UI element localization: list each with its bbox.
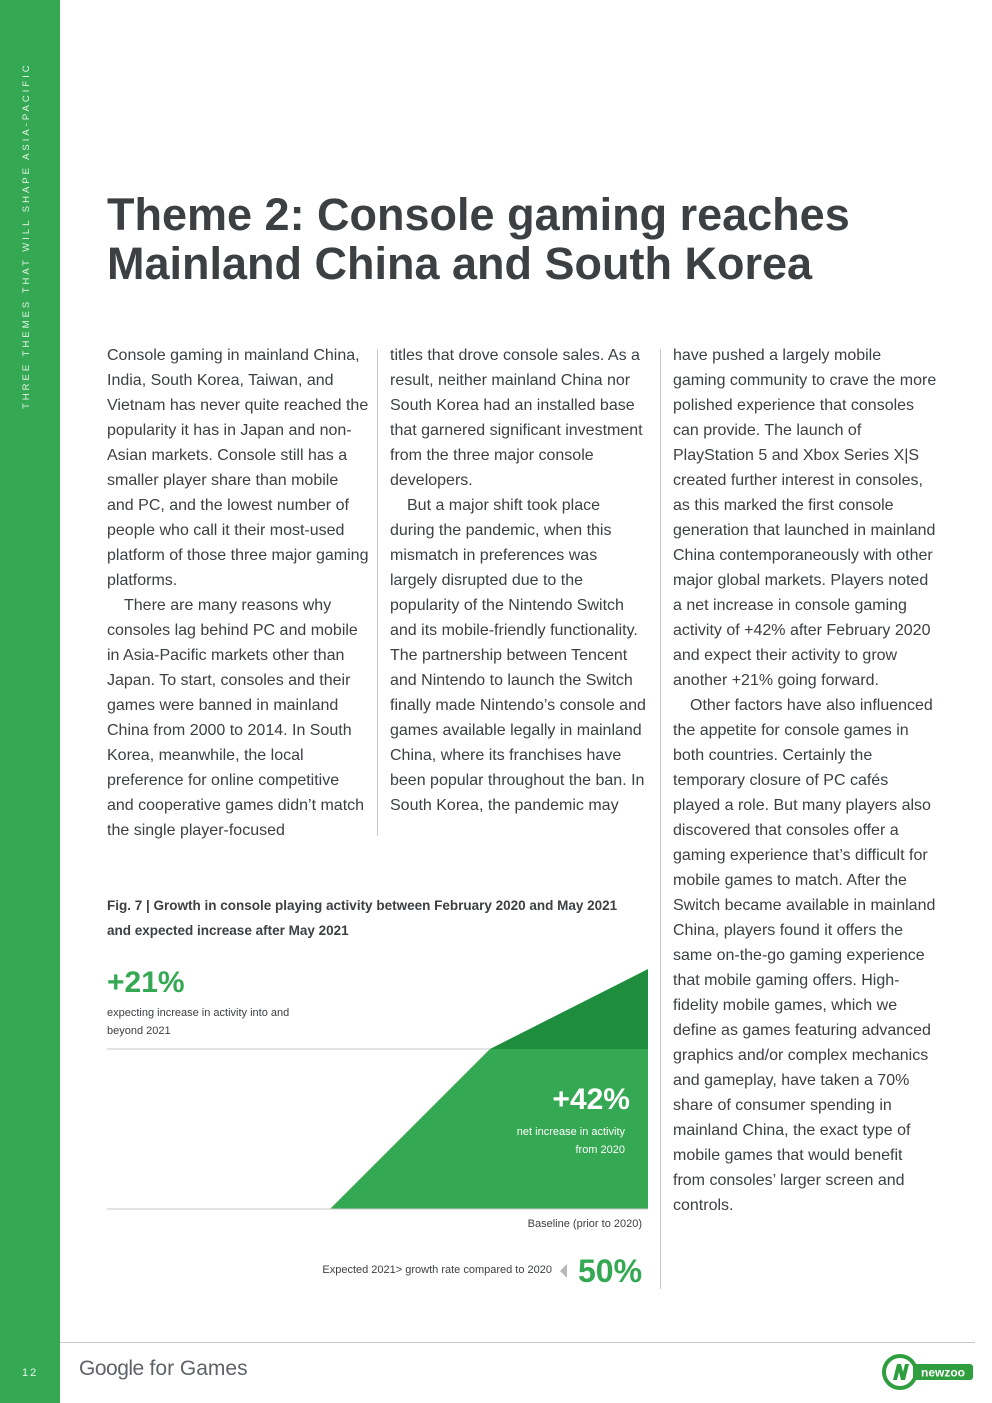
footer-divider — [60, 1342, 975, 1343]
triangle-left-icon — [560, 1264, 567, 1278]
newzoo-logo-icon — [880, 1352, 975, 1392]
label-21-value: +21% — [107, 966, 185, 999]
paragraph: But a major shift took place during the pandemic, when this mismatch in preferences was largely disrupted due to the popularity of the Nintendo Switch and its mobile-friendly functionality. The partnership between Tencent and Nintendo to launch the Switch finally made Nintendo’s console and games available legally in mainland China, where its franchises have been popular throughout the ban. In South Korea, the pandemic may — [390, 497, 646, 814]
page-title: Theme 2: Console gaming reaches Mainland China and South Korea — [107, 189, 850, 289]
label-42-value: +42% — [552, 1083, 630, 1116]
label-21-note: expecting increase in activity into and beyond 2021 — [107, 1007, 290, 1037]
paragraph: titles that drove console sales. As a result, neither mainland China nor South Korea had an installed base that garnered significant investment from the three major console developers. — [390, 347, 643, 489]
baseline-label: Baseline (prior to 2020) — [527, 1218, 642, 1230]
paragraph: Other factors have also influenced the appetite for console games in both countries. Certainly the temporary closure of PC cafés played a role. But many players also discovered that consoles offer a gaming experience that’s difficult for mobile games to match. After the Switch became available in mainland China, players found it offers the same on-the-go gaming experience that mobile gaming offers. High-fidelity mobile games, which we define as games featuring advanced graphics and/or complex mechanics and gameplay, have taken a 70% share of consumer spending in mainland China, the exact type of mobile games that would benefit from consoles’ larger screen and controls. — [673, 697, 936, 1214]
brand-google: Google — [79, 1357, 144, 1380]
page-number: 12 — [22, 1367, 39, 1379]
label-42-note: net increase in activity from 2020 — [516, 1126, 625, 1156]
expected-growth-label: Expected 2021> growth rate compared to 2020 — [322, 1264, 552, 1276]
paragraph: Console gaming in mainland China, India, South Korea, Taiwan, and Vietnam has never quite reached the popularity it has in Japan and non-Asian markets. Console still has a smaller player share than mobile and PC, and the lowest number of people who call it their most-used platform of those three major gaming platforms. — [107, 347, 369, 589]
newzoo-wordmark: newzoo — [921, 1365, 965, 1380]
running-head: THREE THEMES THAT WILL SHAPE ASIA-PACIFIC — [21, 62, 32, 409]
expected-growth-value: 50% — [578, 1253, 643, 1289]
area-series-21 — [490, 969, 648, 1049]
paragraph: have pushed a largely mobile gaming community to crave the more polished experience that consoles can provide. The launch of PlayStation 5 and Xbox Series X|S created further interest in consoles, as this marked the first console generation that launched in mainland China contemporaneously with other major global markets. Players noted a net increase in console gaming activity of +42% after February 2020 and expect their activity to grow another +21% going forward. — [673, 347, 937, 689]
google-for-games-logo — [79, 1357, 248, 1381]
paragraph: There are many reasons why consoles lag behind PC and mobile in Asia-Pacific markets other than Japan. To start, consoles and their games were banned in mainland China from 2000 to 2014. In South Korea, meanwhile, the local preference for online competitive and cooperative games didn’t match the single player-focused — [107, 597, 365, 839]
brand-games: for Games — [143, 1357, 248, 1380]
figure-title: Fig. 7 | Growth in console playing activity between February 2020 and May 2021 and expected increase after May 2021 — [107, 898, 618, 938]
